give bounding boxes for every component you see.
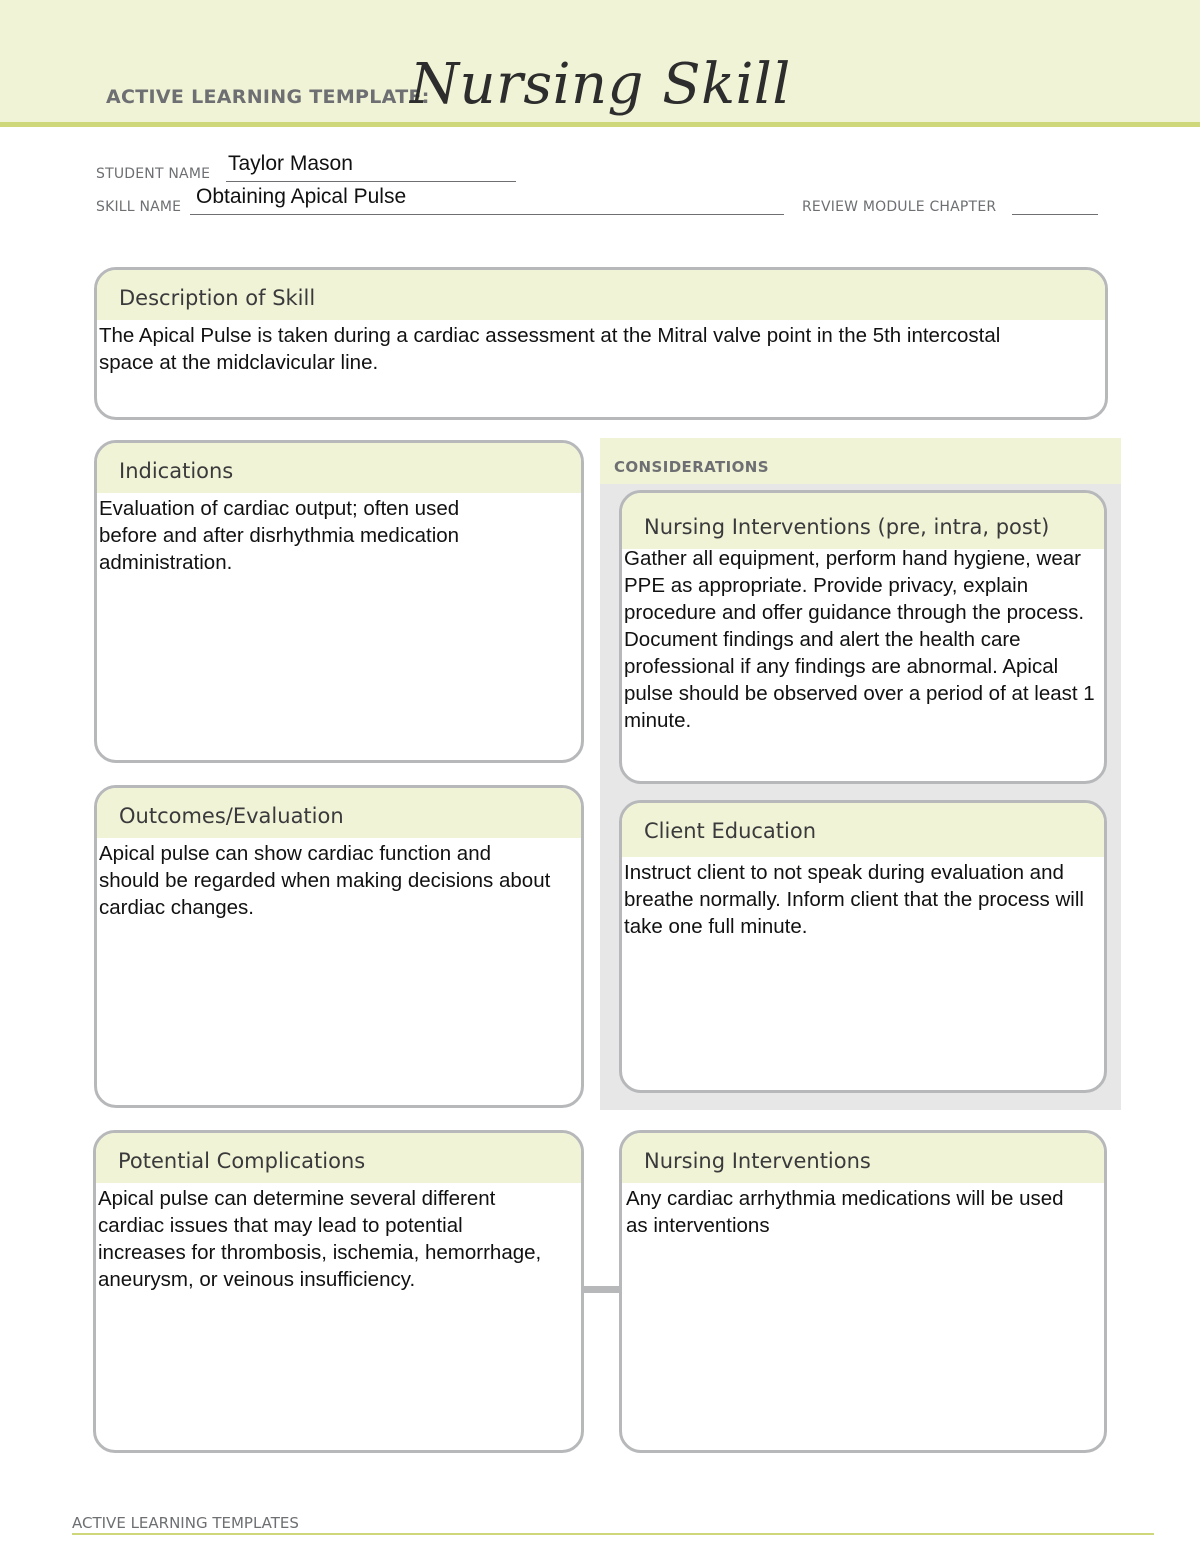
template-title: Nursing Skill [410, 52, 791, 117]
review-module-line [1012, 214, 1098, 215]
indications-heading: Indications [97, 443, 581, 493]
skill-name-line [190, 214, 784, 215]
nursing-interventions-pre-heading: Nursing Interventions (pre, intra, post) [622, 493, 1104, 549]
student-name-line [226, 181, 516, 182]
nursing-interventions-card [619, 1130, 1107, 1453]
complications-card [93, 1130, 584, 1453]
complications-text[interactable]: Apical pulse can determine several different cardiac issues that may lead to potential increases for thrombosis, ischemia, hemorrhage, aneurysm, or veinous insufficiency. [98, 1187, 542, 1291]
nursing-interventions-text[interactable]: Any cardiac arrhythmia medications will be used as interventions [626, 1187, 1064, 1237]
nursing-interventions-pre-text[interactable]: Gather all equipment, perform hand hygiene, wear PPE as appropriate. Provide privacy, explain procedure and offer guidance through the process. Document findings and alert the health care professional if any findings are abnormal. Apical pulse should be observed over a period of at least 1 minute. [624, 547, 1095, 732]
nursing-interventions-heading: Nursing Interventions [622, 1133, 1104, 1183]
indications-text[interactable]: Evaluation of cardiac output; often used before and after disrhythmia medication administration. [99, 497, 460, 574]
card-connector [583, 1286, 620, 1293]
student-name-field[interactable]: Taylor Mason [228, 152, 353, 175]
template-label: ACTIVE LEARNING TEMPLATE: [106, 86, 430, 108]
description-text[interactable]: The Apical Pulse is taken during a cardiac assessment at the Mitral valve point in the 5th intercostal space at the midclavicular line. [99, 324, 1001, 374]
skill-name-field[interactable]: Obtaining Apical Pulse [196, 185, 407, 208]
review-module-label: REVIEW MODULE CHAPTER [802, 199, 997, 215]
outcomes-card [94, 785, 584, 1108]
client-education-text[interactable]: Instruct client to not speak during evaluation and breathe normally. Inform client that the process will take one full minute. [624, 861, 1084, 938]
nursing-interventions-pre-card [619, 490, 1107, 784]
client-education-heading: Client Education [622, 803, 1104, 857]
skill-name-label: SKILL NAME [96, 199, 182, 215]
footer-text: ACTIVE LEARNING TEMPLATES [72, 1514, 299, 1532]
footer-line [72, 1533, 1154, 1535]
description-card [94, 267, 1108, 420]
student-name-label: STUDENT NAME [96, 166, 211, 182]
complications-heading: Potential Complications [96, 1133, 581, 1183]
considerations-label: CONSIDERATIONS [614, 458, 769, 476]
outcomes-heading: Outcomes/Evaluation [97, 788, 581, 838]
description-heading: Description of Skill [97, 270, 1105, 320]
client-education-card [619, 800, 1107, 1093]
outcomes-text[interactable]: Apical pulse can show cardiac function and should be regarded when making decisions about cardiac changes. [99, 842, 551, 919]
indications-card [94, 440, 584, 763]
